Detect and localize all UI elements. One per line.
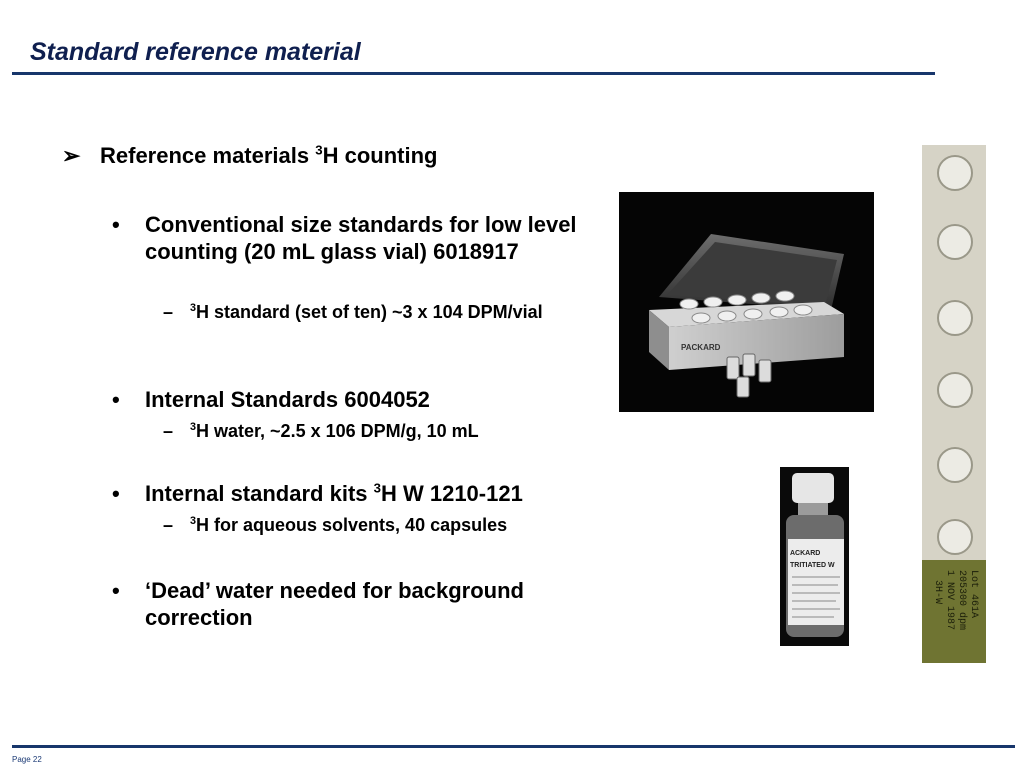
bullet-dot-icon: • xyxy=(112,481,120,506)
footer-divider xyxy=(12,745,1015,748)
bullet-dot-icon: • xyxy=(112,578,120,603)
sub-bullet-text: $^3$H water, ~2.5 x 106 DPM/g, 10 mL xyxy=(190,421,479,441)
bullet-item xyxy=(112,386,595,413)
bullet-text: Conventional size standards for low level counting (20 mL glass vial) 6018917 xyxy=(145,212,577,264)
bullet-dot-icon: • xyxy=(112,212,120,237)
sub-bullet-item xyxy=(163,419,590,443)
strip-label-line-4: Lot 461A xyxy=(968,570,979,619)
bullet-item xyxy=(112,211,595,265)
bullet-text: Internal Standards 6004052 xyxy=(145,387,430,412)
slide-title: Standard reference material xyxy=(30,38,361,66)
arrow-bullet-icon: ➢ xyxy=(62,143,81,168)
tritiated-water-bottle-photo xyxy=(780,467,849,646)
dash-bullet-icon: – xyxy=(163,515,174,535)
bullet-dot-icon: • xyxy=(112,387,120,412)
standards-box-photo xyxy=(619,192,874,412)
bullet-item xyxy=(112,577,595,631)
strip-label-line-2: 1 NOV 1987 xyxy=(944,570,955,631)
bullet-item xyxy=(112,480,595,507)
strip-label-line-1: 3H-W xyxy=(932,580,943,605)
sub-bullet-item xyxy=(163,300,590,324)
sub-bullet-text: $^3$H for aqueous solvents, 40 capsules xyxy=(190,515,508,535)
dash-bullet-icon: – xyxy=(163,302,174,322)
capsule-strip-photo xyxy=(922,145,986,663)
box-brand-label: PACKARD xyxy=(681,343,721,352)
page-number: Page 22 xyxy=(12,755,42,764)
title-divider xyxy=(12,72,935,75)
sub-bullet-text: $^3$H standard (set of ten) ~3 x 104 DPM/vial xyxy=(190,302,543,322)
heading-text: Reference materials $^3$H counting xyxy=(100,142,438,168)
dash-bullet-icon: – xyxy=(163,421,174,441)
bullet-text: ‘Dead’ water needed for background correction xyxy=(145,578,524,630)
bullet-text: Internal standard kits $^3$H W 1210-121 xyxy=(145,480,523,506)
bottle-label-name: TRITIATED W xyxy=(790,562,835,569)
sub-bullet-item xyxy=(163,513,590,537)
strip-label-line-3: 205300 dpm xyxy=(956,570,967,631)
bottle-label-brand: ACKARD xyxy=(790,550,821,557)
heading-item xyxy=(62,143,437,169)
